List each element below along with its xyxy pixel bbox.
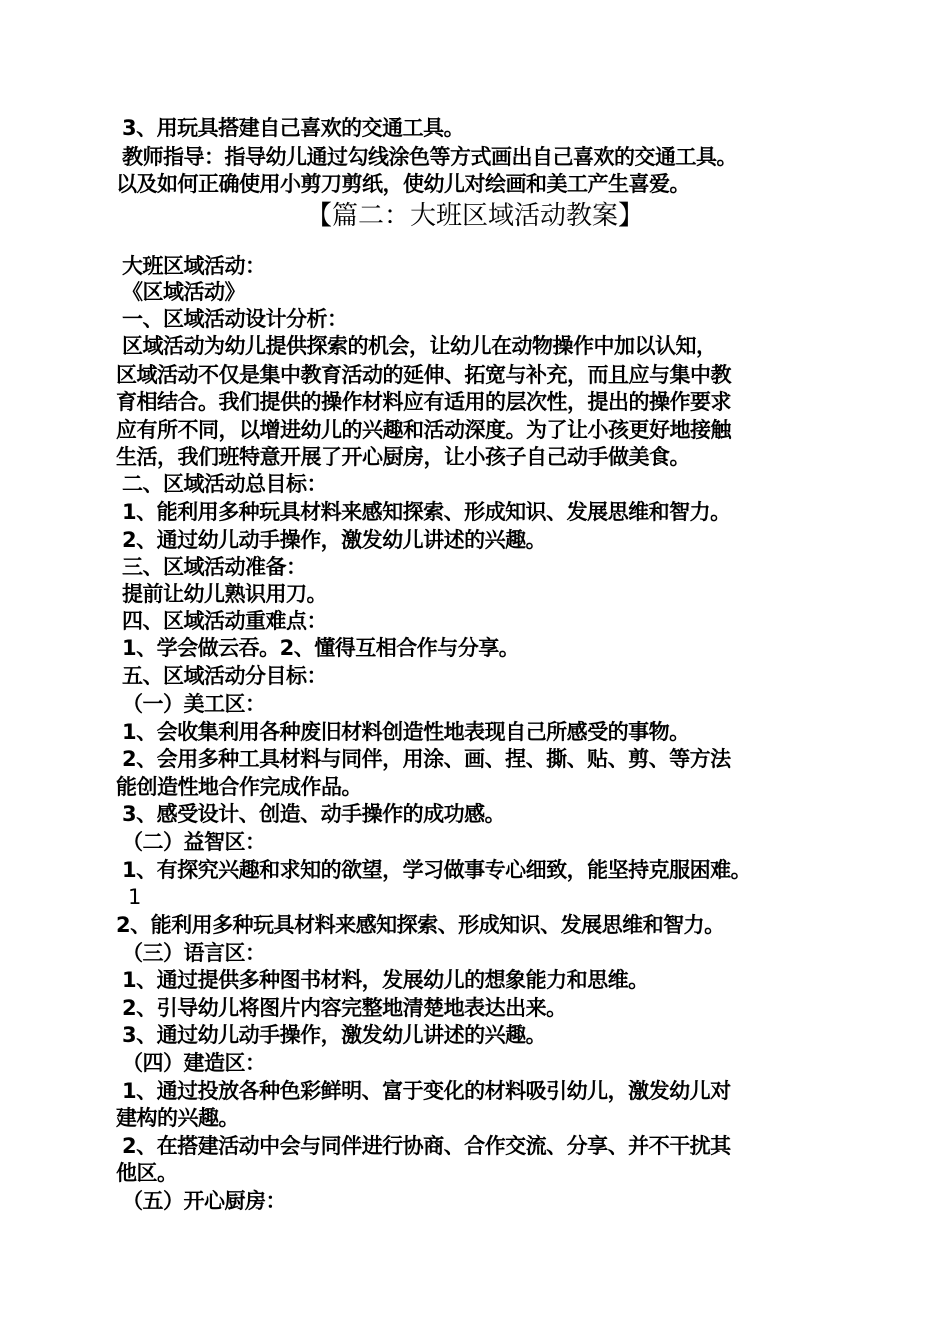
section-title: 【篇二：大班区域活动教案】: [305, 201, 644, 231]
text-line: 1、通过提供多种图书材料，发展幼儿的想象能力和思维。: [122, 968, 649, 992]
text-line: 区域活动为幼儿提供探索的机会，让幼儿在动物操作中加以认知，: [122, 334, 717, 358]
text-line: 1、有探究兴趣和求知的欲望，学习做事专心细致，能坚持克服困难。: [122, 858, 752, 882]
text-line: 能创造性地合作完成作品。: [116, 775, 362, 799]
text-line: 2、在搭建活动中会与同伴进行协商、合作交流、分享、并不干扰其: [122, 1134, 731, 1158]
heading-line: 四、区域活动重难点：: [122, 609, 327, 633]
subheading-line: （一）美工区：: [122, 692, 266, 716]
heading-line: 一、区域活动设计分析：: [122, 307, 348, 331]
text-line: 大班区域活动：: [122, 254, 266, 278]
text-line: 1、会收集利用各种废旧材料创造性地表现自己所感受的事物。: [122, 720, 690, 744]
subheading-line: （四）建造区：: [122, 1051, 266, 1075]
text-line: 育相结合。我们提供的操作材料应有适用的层次性，提出的操作要求: [116, 390, 731, 414]
text-line: 生活，我们班特意开展了开心厨房，让小孩子自己动手做美食。: [116, 445, 690, 469]
heading-line: 二、区域活动总目标：: [122, 472, 327, 496]
text-line: 3、用玩具搭建自己喜欢的交通工具。: [122, 116, 465, 140]
page-number: 1: [128, 885, 141, 909]
text-line: 他区。: [116, 1161, 178, 1185]
subheading-line: （五）开心厨房：: [122, 1189, 286, 1213]
text-line: 3、感受设计、创造、动手操作的成功感。: [122, 802, 506, 826]
text-line: 《区域活动》: [122, 280, 245, 304]
text-line: 1、学会做云吞。2、懂得互相合作与分享。: [122, 636, 520, 660]
subheading-line: （二）益智区：: [122, 830, 266, 854]
text-line: 提前让幼儿熟识用刀。: [122, 582, 327, 606]
text-line: 1、能利用多种玩具材料来感知探索、形成知识、发展思维和智力。: [122, 500, 731, 524]
heading-line: 三、区域活动准备：: [122, 555, 307, 579]
heading-line: 五、区域活动分目标：: [122, 664, 327, 688]
text-line: 3、通过幼儿动手操作，激发幼儿讲述的兴趣。: [122, 1023, 547, 1047]
text-line: 2、通过幼儿动手操作，激发幼儿讲述的兴趣。: [122, 528, 547, 552]
text-line: 2、会用多种工具材料与同伴，用涂、画、捏、撕、贴、剪、等方法: [122, 747, 731, 771]
text-line: 1、通过投放各种色彩鲜明、富于变化的材料吸引幼儿，激发幼儿对: [122, 1079, 731, 1103]
text-line: 区域活动不仅是集中教育活动的延伸、拓宽与补充，而且应与集中教: [116, 363, 731, 387]
text-line: 应有所不同，以增进幼儿的兴趣和活动深度。为了让小孩更好地接触: [116, 418, 731, 442]
text-line: 以及如何正确使用小剪刀剪纸，使幼儿对绘画和美工产生喜爱。: [116, 172, 690, 196]
text-line: 2、能利用多种玩具材料来感知探索、形成知识、发展思维和智力。: [116, 913, 725, 937]
text-line: 2、引导幼儿将图片内容完整地清楚地表达出来。: [122, 996, 567, 1020]
text-line: 教师指导：指导幼儿通过勾线涂色等方式画出自己喜欢的交通工具。: [122, 145, 737, 169]
subheading-line: （三）语言区：: [122, 941, 266, 965]
text-line: 建构的兴趣。: [116, 1106, 239, 1130]
